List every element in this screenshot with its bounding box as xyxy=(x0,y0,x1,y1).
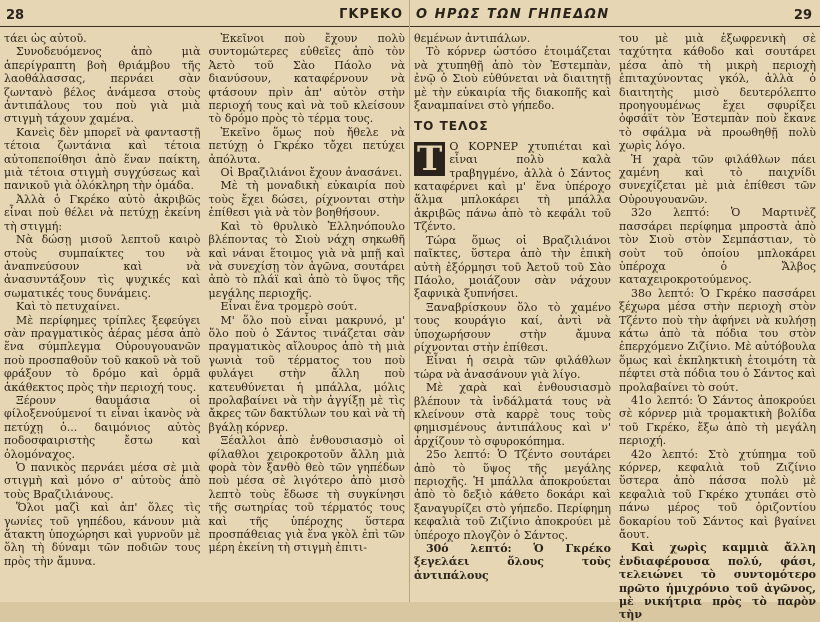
column-2 xyxy=(209,32,406,600)
left-page xyxy=(0,0,410,602)
paragraph: 38ο λεπτό: Ὁ Γκρέκο πασσάρει ξέχωρα μέσα στὴν περιοχὴ στὸν Τζέντο ποὺ τὴν ἀφήνει νὰ κυλήσῃ κάτω ἀπὸ τὰ πόδια του στὸν ἐπερχόμενο Ζιζίνιο. Μὲ αὐτόβουλα ὅμως καὶ ἐκπληκτικὴ ἑτοιμότη τὰ πέφτει στὰ πόδια του ὁ Σάντος καὶ προλαβαίνει τὸ σούτ. xyxy=(619,286,816,394)
paragraph: Νὰ δώσῃ μισοῦ λεπτοῦ καιρὸ στοὺς συμπαίκτες του νὰ ἀναπνεύσουν καὶ νὰ ἀνασυντάξουν τὶς ψυχικές καὶ σωματικές τους δυνάμεις. xyxy=(4,233,201,300)
paragraph: Εἶναι ἕνα τρομερὸ σούτ. xyxy=(220,300,358,314)
paragraph: Μὲ τὴ μοναδικὴ εὐκαιρία ποὺ τοὺς ἔχει δώσει, ρίχνονται στὴν ἐπίθεσι γιὰ νὰ τὸν βοηθήσουν. xyxy=(208,179,405,220)
paragraph: 32ο λεπτό: Ὁ Μαρτινὲζ πασσάρει περίφημα μπροστὰ ἀπὸ τὸν Σιοὺ στὸν Σεμπάστιαν, τὸ σοὺτ τοῦ ὁποίου μπλοκάρει ὑπέροχα ὁ Ἄλβος καταχειροκροτούμενος. xyxy=(619,206,816,287)
page-number: 29 xyxy=(793,8,812,23)
dropcap-letter: Τ xyxy=(414,142,445,176)
paragraph: Εἶναι ἡ σειρὰ τῶν φιλάθλων τώρα νὰ ἀνασάνουν γιὰ λίγο. xyxy=(414,354,611,381)
paragraph: Μὲ χαρὰ καὶ ἐνθουσιασμὸ βλέπουν τὰ ἰνδάλματά τους νὰ κλείνουν στὰ καρρὲ τους τοὺς φημισμένους ἀντιπάλους καὶ ν' ἀρχίζουν τὸ σφυροκόπημα. xyxy=(414,381,611,448)
paragraph: 41ο λεπτό: Ὁ Σάντος ἀποκρούει σὲ κόρνερ μιὰ τρομακτικὴ βολίδα τοῦ Γκρέκο, ἔξω ἀπὸ τὴ μεγάλη περιοχή. xyxy=(619,393,816,448)
running-title: Ο ΗΡΩΣ ΤΩΝ ΓΗΠΕΔΩΝ xyxy=(416,7,610,22)
paragraph: θεμένων ἀντιπάλων. xyxy=(414,32,531,45)
paragraph: Τώρα ὅμως οἱ Βραζιλιάνοι παῖκτες, ὕστερα ἀπὸ τὴν ἐπικὴ αὐτὴ ἐξόρμησι τοῦ Ἀετοῦ τοῦ Σὰο Πάολο, μοιάζουν σὰν νάχουν ξαφνικὰ ξυπνήσει. xyxy=(414,233,611,301)
right-page xyxy=(410,0,820,622)
paragraph: Ἀλλὰ ὁ Γκρέκο αὐτὸ ἀκριβῶς εἶναι ποὺ θέλει νὰ πετύχῃ ἐκείνη τὴ στιγμή: xyxy=(4,192,201,233)
paragraph: Ξέρουν θαυμάσια οἱ φίλοξενούμενοί τι εἶναι ἱκανὸς νὰ πετύχῃ ὁ... δαιμόνιος αὐτὸς ποδοσφαιριστὴς ἔστω καὶ ὁλομόναχος. xyxy=(4,393,201,461)
paragraph: Ξέαλλοι ἀπὸ ἐνθουσιασμὸ οἱ φίλαθλοι χειροκροτοῦν ἄλλη μιὰ φορὰ τὸν ξανθὸ θεὸ τῶν γηπέδων ποὺ μέσα σὲ λιγότερο ἀπὸ μισὸ λεπτὸ τοὺς ἔδωσε τὴ συγκίνησι τῆς σωτηρίας τοῦ τέρματός τους καὶ τῆς ὑπέροχης ὕστερα προσπάθειας γιὰ ἕνα γκὸλ ἐπὶ τῶν μέρη ἐκείνη τὴ στιγμὴ ἐπιτι- xyxy=(208,434,405,555)
paragraph: Ὁ πανικὸς περνάει μέσα σὲ μιὰ στιγμὴ καὶ μόνο σ' αὐτοὺς ἀπὸ τοὺς Βραζιλιάνους. xyxy=(4,461,201,501)
paragraph: Ξαναβρίσκουν ὅλο τὸ χαμένο τους κουράγιο καί, ἀντὶ νὰ ὑποχωρήσουν στὴν ἄμυνα ρίχνονται στὴν ἐπίθεσι. xyxy=(414,300,611,354)
column-1 xyxy=(4,32,201,600)
paragraph: Τὸ κόρνερ ὡστόσο ἑτοιμάζεται νὰ χτυπηθῇ ἀπὸ τὸν Ἐστεμπὰν, ἐνῷ ὁ Σιοὺ εὐθύνεται νὰ διαιτητῇ μὲ τὴν εὐκαιρία τῆς διακοπῆς καὶ ξαναμπαίνει στὸ γήπεδο. xyxy=(414,45,611,113)
paragraph: Ἐκεῖνο ὅμως ποὺ ἤθελε νὰ πετύχῃ ὁ Γκρέκο τὄχει πετύχει ἀπόλυτα. xyxy=(208,125,405,166)
paragraph: 25ο λεπτό: Ὁ Τζέντο σουτάρει ἀπὸ τὸ ὕψος τῆς μεγάλης περιοχῆς. Ἡ μπάλλα ἀποκρούεται ἀπὸ τὸ δεξιὸ κάθετο δοκάρι καὶ ξαναγυρίζει στὸ γήπεδο. Περίφημη κεφαλιὰ τοῦ Ζιζίνιο ἀποκρούει μὲ ὑπέροχο πλογζὸν ὁ Σάντος. xyxy=(414,448,611,542)
column-3 xyxy=(414,32,611,600)
paragraph: Καὶ τὸ θρυλικὸ Ἑλληνόπουλο βλέποντας τὸ Σιοὺ νάχη σηκωθῆ καὶ νάναι ἕτοιμος γιὰ νὰ μπῇ καὶ νὰ συνεχίσῃ τὸν ἀγῶνα, σουτάρει ἀπὸ τὸ πλάϊ καὶ ἀπὸ τὸ ὕψος τῆς μεγάλης περιοχῆς. xyxy=(208,219,405,300)
paragraph: Ὅλοι μαζὶ καὶ ἀπ' ὅλες τὶς γωνίες τοῦ γηπέδου, κάνουν μιὰ ἄτακτη ὑποχώρησι καὶ γυρνοῦν μὲ ὅλη τὴ δύναμι τῶν ποδιῶν τους πρὸς τὴν ἄμυνα. xyxy=(4,501,201,568)
text-columns xyxy=(4,32,405,600)
paragraph: Κανεὶς δὲν μπορεῖ νὰ φανταστῇ τέτοια ζωντάνια καὶ τέτοια αὐτοπεποίθησι ἀπὸ ἕναν παίκτη, μιὰ τέτοια στιγμὴ συγχύσεως καὶ πανικοῦ γιὰ ὁλόκληρη τὴν ὁμάδα. xyxy=(4,125,201,193)
paragraph: Ἡ χαρὰ τῶν φιλάθλων πάει χαμένη καὶ τὸ παιχνίδι συνεχίζεται μὲ μιὰ ἐπίθεσι τῶν Οὐρουγουανῶν. xyxy=(619,152,816,206)
page-number: 28 xyxy=(6,8,25,23)
paragraph: Συνοδευόμενος ἀπὸ μιὰ ἀπερίγραπτη βοὴ θριάμβου τῆς λαοθάλασσας, περνάει σὰν ζωντανὸ βέλος ἀνάμεσα στοὺς ἀντιπάλους του ποὺ γιὰ μιὰ στιγμὴ τάχουν χαμένα. xyxy=(4,45,201,126)
paragraph: Μ' ὅλο ποὺ εἶναι μακρυνό, μ' ὅλο ποὺ ὁ Σάντος τινάζεται σὰν πραγματικὸς αἴλουρος ἀπὸ τὴ μιὰ γωνιὰ τοῦ τέρματος του ποὺ φυλάγει στὴν ἄλλη ποὺ κατευθύνεται ἡ μπάλλα, μόλις προλαβαίνει νὰ τὴν ἀγγίξῃ μὲ τὶς ἄκρες τῶν δακτύλων του καὶ νὰ τὴ βγάλῃ κόρνερ. xyxy=(208,313,405,434)
section-title: ΤΟ ΤΕΛΟΣ xyxy=(414,119,489,134)
column-4 xyxy=(619,32,816,622)
paragraph: Μὲ περίφημες τρίπλες ξεφεύγει σὰν πραγματικὸς ἀέρας μέσα ἀπὸ ἕνα σύμπλεγμα Οὐρουγουανῶν ποὺ προσπαθοῦν τοῦ κακοῦ νὰ τοῦ φράξουν τὸ δρόμο καὶ ὁρμᾶ ἀκάθεκτος πρὸς τὴν περιοχή τους. xyxy=(4,313,201,394)
paragraph: 42ο λεπτό: Στὸ χτύπημα τοῦ κόρνερ, κεφαλιὰ τοῦ Ζιζίνιο ὕστερα ἀπὸ πάσσα πολὺ μὲ κεφαλιὰ τοῦ Γκρέκο χτυπάει στὸ πάνω μέρος τοῦ ὁριζοντίου δοκαρίου τοῦ Σάντος καὶ βγαίνει ἄουτ. xyxy=(619,447,816,542)
paragraph: του μὲ μιὰ ἐξωφρενικὴ σὲ ταχύτητα κάθοδο καὶ σουτάρει μέσα ἀπὸ τὴ μικρὴ περιοχὴ ἐπιταχύνοντας γκόλ, ἀλλὰ ὁ διαιτητὴς μισὸ δευτερόλεπτο προηγουμένως ἔχει σφυρίξει ὀφσάϊτ τὸν Ἐστεμπὰν ποὺ ἔκανε τὸ σφάλμα νὰ προωθηθῇ πολὺ χωρὶς λόγο. xyxy=(619,32,816,153)
running-title: ΓΚΡΕΚΟ xyxy=(339,7,403,22)
paragraph: Οἱ Βραζιλιάνοι ἔχουν ἀνασάνει. xyxy=(220,166,403,180)
paragraph: Ἐκεῖνοι ποὺ ἔχουν πολὺ συντομώτερες εὐθεῖες ἀπὸ τὸν Ἀετὸ τοῦ Σὰο Πάολο νὰ διανύσουν, καταφέρνουν νὰ φτάσουν πρὶν ἀπ' αὐτὸν στὴν περιοχή τους καὶ νὰ τοῦ κλείσουν τὸ δρόμο πρὸς τὸ τέρμα τους. xyxy=(208,32,405,126)
paragraph-text: Ο ΚΟΡΝΕΡ χτυπιέται καὶ εἶναι πολὺ καλὰ τραβηγμένο, ἀλλὰ ὁ Σάντος καταφέρνει καὶ μ' ἕνα ὑπέροχο ἅλμα μπλοκάρει τὴ μπάλλα ἀκριβῶς πάνω ἀπὸ τὸ κεφάλι τοῦ Τζέντο. xyxy=(414,139,611,234)
paragraph-with-dropcap xyxy=(414,140,611,234)
paragraph: τάει ὡς αὐτοῦ. xyxy=(4,32,87,45)
page-header xyxy=(0,4,409,27)
paragraph: 30ό λεπτό: Ὁ Γκρέκο ξεγελάει ὅλους τοὺς ἀντιπάλους xyxy=(414,542,611,582)
text-columns xyxy=(414,32,816,622)
paragraph: Καὶ τὸ πετυχαίνει. xyxy=(16,300,120,314)
page-header xyxy=(410,4,820,27)
paragraph: Καὶ χωρὶς καμμιὰ ἄλλη ἐνδιαφέρουσα πολύ, φάσι, τελειώνει τὸ συντομότερο πρῶτο ἡμιχρόνιο τοῦ ἀγῶνος, μὲ νικήτρια πρὸς τὸ παρὸν τὴν xyxy=(619,541,816,622)
